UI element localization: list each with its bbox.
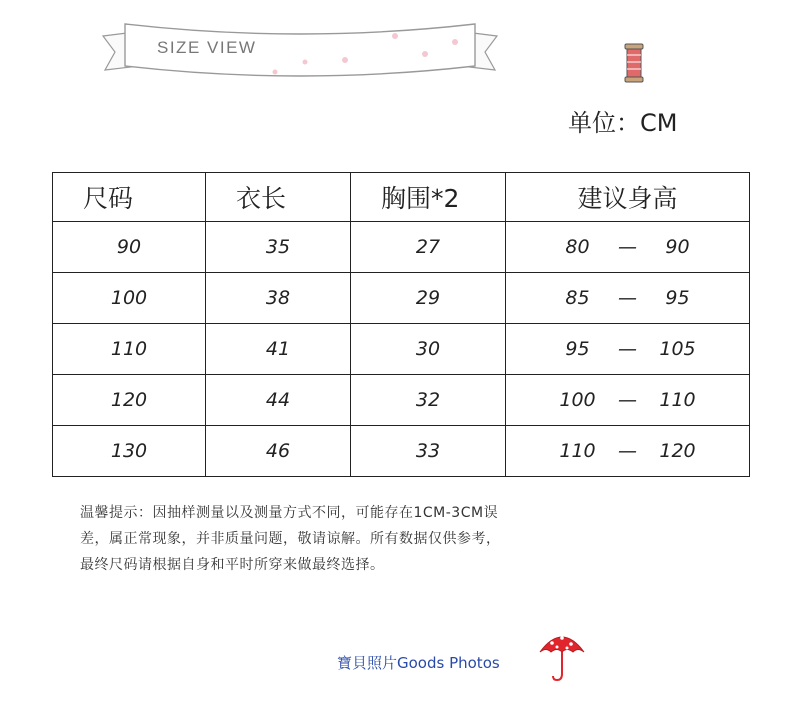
height-to: 95 (665, 287, 690, 309)
cell-length: 46 (206, 426, 351, 477)
height-from: 110 (559, 440, 596, 462)
note-line: 最终尺码请根据自身和平时所穿来做最终选择。 (80, 557, 385, 573)
cell-size: 120 (53, 375, 206, 426)
table-row (53, 375, 750, 426)
note-line: 温馨提示：因抽样测量以及测量方式不同，可能存在1CM-3CM误 (80, 505, 499, 521)
cell-length: 41 (206, 324, 351, 375)
table-row (53, 222, 750, 273)
height-to: 110 (659, 389, 696, 411)
height-to: 105 (659, 338, 696, 360)
unit-label: 单位：CM (568, 109, 678, 137)
thread-spool-icon (623, 42, 645, 84)
cell-length: 38 (206, 273, 351, 324)
size-table (52, 172, 750, 477)
table-row (53, 324, 750, 375)
cell-height (506, 426, 750, 477)
range-separator: — (618, 338, 637, 360)
cell-chest: 33 (351, 426, 506, 477)
cell-chest: 27 (351, 222, 506, 273)
cell-height (506, 273, 750, 324)
range-separator: — (618, 236, 637, 258)
range-separator: — (618, 440, 637, 462)
table-header-row (53, 173, 750, 222)
cell-length: 44 (206, 375, 351, 426)
banner-title: SIZE VIEW (157, 38, 257, 57)
cell-size: 90 (53, 222, 206, 273)
header-height: 建议身高 (506, 173, 750, 222)
height-from: 100 (559, 389, 596, 411)
umbrella-icon (537, 628, 587, 684)
height-from: 80 (565, 236, 590, 258)
range-separator: — (618, 389, 637, 411)
measurement-note (80, 500, 690, 578)
cell-height (506, 324, 750, 375)
cell-length: 35 (206, 222, 351, 273)
size-view-banner (95, 14, 505, 96)
range-separator: — (618, 287, 637, 309)
cell-height (506, 222, 750, 273)
cell-size: 110 (53, 324, 206, 375)
cell-chest: 32 (351, 375, 506, 426)
cell-chest: 29 (351, 273, 506, 324)
table-row (53, 273, 750, 324)
table-row (53, 426, 750, 477)
height-from: 95 (565, 338, 590, 360)
height-from: 85 (565, 287, 590, 309)
cell-height (506, 375, 750, 426)
cell-chest: 30 (351, 324, 506, 375)
height-to: 90 (665, 236, 690, 258)
header-chest: 胸围*2 (351, 173, 506, 222)
note-line: 差，属正常现象，并非质量问题，敬请谅解。所有数据仅供参考， (80, 531, 501, 547)
height-to: 120 (659, 440, 696, 462)
goods-photos-label: 寶貝照片Goods Photos (337, 654, 500, 672)
header-size: 尺码 (53, 173, 206, 222)
header-length: 衣长 (206, 173, 351, 222)
cell-size: 130 (53, 426, 206, 477)
cell-size: 100 (53, 273, 206, 324)
